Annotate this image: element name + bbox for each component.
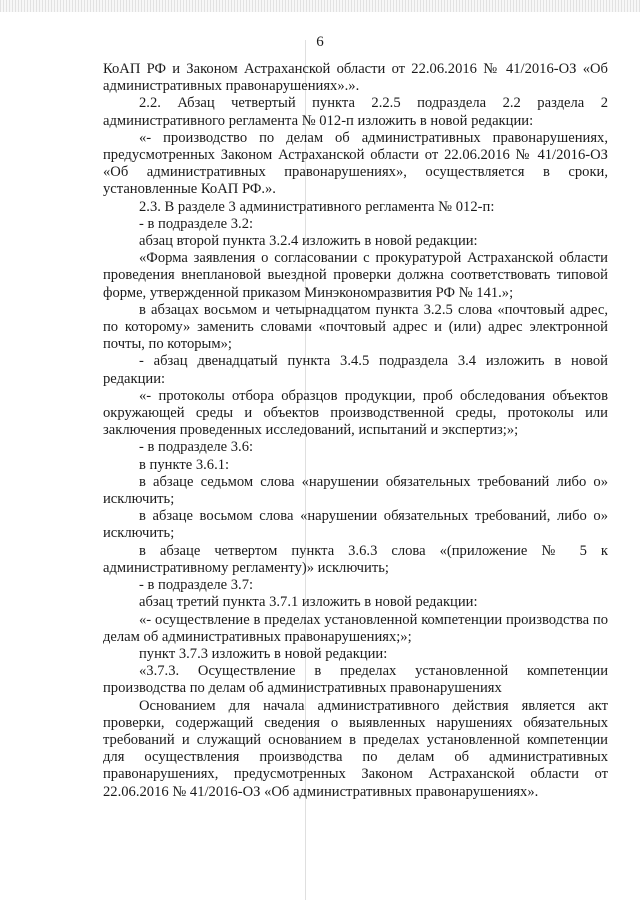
paragraph: «Форма заявления о согласовании с прокуратурой Астраханской области проведения внеплановой выездной проверки должна соответствовать типовой форме, утвержденной приказом Минэкономразвития РФ № 141.»; <box>103 250 608 301</box>
paragraph: - в подразделе 3.7: <box>139 577 254 594</box>
paragraph: абзац третий пункта 3.7.1 изложить в новой редакции: <box>139 594 478 611</box>
paragraph: 2.2. Абзац четвертый пункта 2.2.5 подраздела 2.2 раздела 2 административного регламента № 012-п изложить в новой редакции: <box>103 95 608 129</box>
paragraph: Основанием для начала административного действия является акт проверки, содержащий сведения о выявленных нарушениях обязательных требований и служащий основанием в пределах установленной компетенции для осуществления производства по делам об административных правонарушениях, предусмотренных Законом Астраханской области от 22.06.2016 № 41/2016-ОЗ «Об административных правонарушениях». <box>103 697 608 800</box>
paragraph: абзац второй пункта 3.2.4 изложить в новой редакции: <box>139 233 478 250</box>
paragraph: «- осуществление в пределах установленной компетенции производства по делам об административных правонарушениях;»; <box>103 611 608 645</box>
paragraph: в пункте 3.6.1: <box>139 456 230 473</box>
paragraph: КоАП РФ и Законом Астраханской области от 22.06.2016 № 41/2016-ОЗ «Об административных правонарушениях».». <box>103 61 608 95</box>
paragraph: в абзаце седьмом слова «нарушении обязательных требований либо о» исключить; <box>103 473 608 508</box>
paragraph: в абзаце восьмом слова «нарушении обязательных требований, либо о» исключить; <box>103 508 608 542</box>
paragraph: 2.3. В разделе 3 административного регламента № 012-п: <box>139 198 495 215</box>
paragraph: «3.7.3. Осуществление в пределах установленной компетенции производства по делам об административных правонарушениях <box>103 663 608 697</box>
paragraph: - абзац двенадцатый пункта 3.4.5 подраздела 3.4 изложить в новой редакции: <box>103 353 608 387</box>
paragraph: пункт 3.7.3 изложить в новой редакции: <box>139 645 388 662</box>
paragraph: «- протоколы отбора образцов продукции, проб обследования объектов окружающей среды и объектов производственной среды, протоколы или заключения проведенных исследований, испытаний и экспертиз;»; <box>103 387 608 439</box>
page-number: 6 <box>316 34 324 50</box>
document-body <box>103 61 608 801</box>
paragraph: «- производство по делам об административных правонарушениях, предусмотренных Законом Астраханской области от 22.06.2016 № 41/2016-ОЗ «Об административных правонарушениях», осуществляется в сроки, установленные КоАП РФ.». <box>103 129 608 198</box>
paragraph: - в подразделе 3.6: <box>139 439 254 456</box>
paragraph: - в подразделе 3.2: <box>139 215 254 232</box>
scan-edge <box>0 0 640 12</box>
paragraph: в абзацах восьмом и четырнадцатом пункта 3.2.5 слова «почтовый адрес, по которому» заменить словами «почтовый адрес и (или) адрес электронной почты, по которым»; <box>103 301 608 353</box>
paragraph: в абзаце четвертом пункта 3.6.3 слова «(приложение № 5 к административному регламенту)» исключить; <box>103 542 608 576</box>
